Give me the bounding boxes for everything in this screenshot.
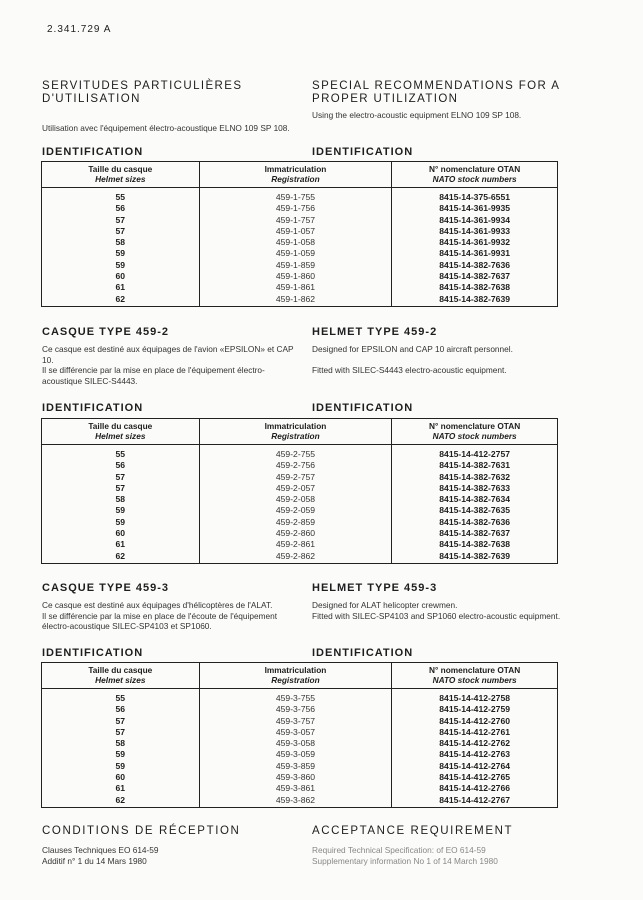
cell-nato-stock-number: 8415-14-382-7632	[392, 472, 558, 483]
identification-table-3	[41, 662, 558, 808]
cell-helmet-size: 57	[115, 214, 126, 225]
cell-helmet-size: 57	[115, 225, 126, 236]
table-row	[42, 237, 558, 248]
table-row	[42, 689, 558, 705]
cell-registration: 459-3-755	[199, 689, 392, 705]
cell-helmet-size: 59	[115, 516, 126, 527]
table-row	[42, 505, 558, 516]
cell-helmet-size: 55	[115, 693, 126, 703]
cell-registration: 459-3-861	[199, 783, 392, 794]
cell-registration: 459-3-757	[199, 716, 392, 727]
col-header-registration: Immatriculation Registration	[199, 162, 392, 188]
cell-registration: 459-3-058	[199, 738, 392, 749]
cell-registration: 459-3-059	[199, 749, 392, 760]
cell-registration: 459-3-859	[199, 761, 392, 772]
type-459-2-en	[312, 326, 580, 376]
identification-heading-fr-2: IDENTIFICATION	[42, 402, 144, 414]
cell-helmet-size: 57	[115, 726, 126, 737]
cell-helmet-size: 61	[115, 539, 126, 550]
table-row	[42, 528, 558, 539]
table-row	[42, 772, 558, 783]
cell-helmet-size: 61	[115, 783, 126, 794]
col-header-nato-stock: N° nomenclature OTAN NATO stock numbers	[392, 663, 558, 689]
cell-nato-stock-number: 8415-14-361-9935	[392, 203, 558, 214]
identification-table-1	[41, 161, 558, 307]
cell-registration: 459-2-059	[199, 505, 392, 516]
cell-helmet-size: 62	[115, 794, 126, 805]
cell-nato-stock-number: 8415-14-361-9934	[392, 215, 558, 226]
table-row	[42, 260, 558, 271]
intro-fr	[42, 80, 297, 134]
table-row	[42, 445, 558, 461]
cell-nato-stock-number: 8415-14-382-7636	[392, 517, 558, 528]
table-header-row	[42, 162, 558, 188]
cell-helmet-size: 59	[115, 760, 126, 771]
cell-helmet-size: 60	[115, 271, 126, 282]
type-459-2-fr	[42, 326, 297, 386]
cell-nato-stock-number: 8415-14-412-2766	[392, 783, 558, 794]
cell-nato-stock-number: 8415-14-412-2765	[392, 772, 558, 783]
type-459-3-fr-title: CASQUE TYPE 459-3	[42, 582, 170, 594]
table-row	[42, 282, 558, 293]
intro-en-text: Using the electro-acoustic equipment ELNO 109 SP 108.	[312, 110, 522, 120]
cell-nato-stock-number: 8415-14-382-7637	[392, 271, 558, 282]
identification-heading-en-1: IDENTIFICATION	[312, 146, 414, 158]
cell-registration: 459-1-058	[199, 237, 392, 248]
cell-registration: 459-1-757	[199, 215, 392, 226]
table-header-row	[42, 663, 558, 689]
cell-helmet-size: 58	[115, 237, 126, 248]
cell-nato-stock-number: 8415-14-412-2764	[392, 761, 558, 772]
cell-nato-stock-number: 8415-14-361-9932	[392, 237, 558, 248]
identification-heading-fr-3: IDENTIFICATION	[42, 647, 144, 659]
cell-helmet-size: 62	[115, 293, 126, 304]
cell-helmet-size: 59	[115, 505, 126, 516]
cell-registration: 459-1-059	[199, 248, 392, 259]
type-459-2-en-text: Designed for EPSILON and CAP 10 aircraft personnel. Fitted with SILEC-S4443 electro-acoustic equipment.	[312, 344, 513, 376]
cell-registration: 459-2-862	[199, 551, 392, 564]
cell-registration: 459-2-860	[199, 528, 392, 539]
intro-fr-title: SERVITUDES PARTICULIÈRES D'UTILISATION	[42, 80, 243, 105]
cell-registration: 459-2-859	[199, 517, 392, 528]
table-row	[42, 716, 558, 727]
cell-helmet-size: 60	[115, 772, 126, 783]
table-row	[42, 271, 558, 282]
cell-registration: 459-2-757	[199, 472, 392, 483]
table-row	[42, 460, 558, 471]
cell-registration: 459-3-057	[199, 727, 392, 738]
cell-helmet-size: 59	[115, 749, 126, 760]
cell-helmet-size: 58	[115, 738, 126, 749]
cell-nato-stock-number: 8415-14-412-2757	[392, 445, 558, 461]
cell-nato-stock-number: 8415-14-412-2763	[392, 749, 558, 760]
cell-helmet-size: 61	[115, 282, 126, 293]
cell-registration: 459-1-859	[199, 260, 392, 271]
document-number: 2.341.729 A	[47, 24, 112, 35]
table-row	[42, 494, 558, 505]
cell-registration: 459-1-756	[199, 203, 392, 214]
reception-en	[312, 825, 580, 866]
cell-nato-stock-number: 8415-14-412-2762	[392, 738, 558, 749]
table-row	[42, 539, 558, 550]
cell-helmet-size: 62	[115, 550, 126, 561]
reception-fr-text: Clauses Techniques EO 614-59 Additif n° 1 du 14 Mars 1980	[42, 845, 159, 866]
table-row	[42, 704, 558, 715]
cell-registration: 459-2-756	[199, 460, 392, 471]
cell-nato-stock-number: 8415-14-412-2758	[392, 689, 558, 705]
identification-heading-fr-1: IDENTIFICATION	[42, 146, 144, 158]
cell-nato-stock-number: 8415-14-382-7638	[392, 282, 558, 293]
col-header-registration: Immatriculation Registration	[199, 419, 392, 445]
table-row	[42, 783, 558, 794]
cell-registration: 459-2-755	[199, 445, 392, 461]
table-body	[42, 188, 558, 307]
table-row	[42, 483, 558, 494]
table-row	[42, 517, 558, 528]
table-row	[42, 738, 558, 749]
cell-nato-stock-number: 8415-14-412-2761	[392, 727, 558, 738]
type-459-3-fr-text: Ce casque est destiné aux équipages d'hélicoptères de l'ALAT. Il se différencie par la mise en place de l'écoute de l'équipement électro-acoustique SILEC-SP4103 et SP1060.	[42, 600, 278, 632]
table-body	[42, 445, 558, 564]
cell-registration: 459-3-862	[199, 795, 392, 808]
cell-nato-stock-number: 8415-14-361-9933	[392, 226, 558, 237]
cell-nato-stock-number: 8415-14-382-7636	[392, 260, 558, 271]
intro-fr-text: Utilisation avec l'équipement électro-acoustique ELNO 109 SP 108.	[42, 123, 290, 133]
cell-registration: 459-2-057	[199, 483, 392, 494]
cell-helmet-size: 55	[115, 192, 126, 202]
cell-registration: 459-1-862	[199, 294, 392, 307]
table-row	[42, 761, 558, 772]
cell-helmet-size: 56	[115, 460, 126, 471]
cell-registration: 459-1-861	[199, 282, 392, 293]
reception-en-title: ACCEPTANCE REQUIREMENT	[312, 825, 514, 837]
cell-registration: 459-1-755	[199, 188, 392, 204]
cell-nato-stock-number: 8415-14-375-6551	[392, 188, 558, 204]
cell-helmet-size: 57	[115, 482, 126, 493]
cell-nato-stock-number: 8415-14-382-7631	[392, 460, 558, 471]
reception-fr-title: CONDITIONS DE RÉCEPTION	[42, 825, 241, 837]
cell-nato-stock-number: 8415-14-361-9931	[392, 248, 558, 259]
cell-helmet-size: 58	[115, 494, 126, 505]
cell-helmet-size: 57	[115, 471, 126, 482]
table-row	[42, 551, 558, 564]
type-459-2-fr-title: CASQUE TYPE 459-2	[42, 326, 170, 338]
cell-nato-stock-number: 8415-14-382-7634	[392, 494, 558, 505]
type-459-3-en-text: Designed for ALAT helicopter crewmen. Fitted with SILEC-SP4103 and SP1060 electro-acoustic equipment.	[312, 600, 561, 621]
table-row	[42, 795, 558, 808]
table-row	[42, 472, 558, 483]
type-459-3-en-title: HELMET TYPE 459-3	[312, 582, 438, 594]
table-row	[42, 727, 558, 738]
cell-registration: 459-3-756	[199, 704, 392, 715]
cell-registration: 459-2-861	[199, 539, 392, 550]
table-row	[42, 749, 558, 760]
col-header-size: Taille du casque Helmet sizes	[42, 663, 200, 689]
type-459-2-fr-text: Ce casque est destiné aux équipages de l'avion «EPSILON» et CAP 10. Il se différencie par la mise en place de l'équipement électro-acoustique SILEC-S4443.	[42, 344, 294, 386]
reception-en-text: Required Technical Specification: of EO 614-59 Supplementary information No 1 of 14 March 1980	[312, 845, 498, 866]
cell-helmet-size: 56	[115, 203, 126, 214]
cell-registration: 459-2-058	[199, 494, 392, 505]
cell-helmet-size: 56	[115, 704, 126, 715]
col-header-nato-stock: N° nomenclature OTAN NATO stock numbers	[392, 419, 558, 445]
identification-table-2	[41, 418, 558, 564]
col-header-nato-stock: N° nomenclature OTAN NATO stock numbers	[392, 162, 558, 188]
table-row	[42, 226, 558, 237]
reception-fr	[42, 825, 297, 866]
identification-heading-en-3: IDENTIFICATION	[312, 647, 414, 659]
cell-helmet-size: 55	[115, 449, 126, 459]
cell-registration: 459-3-860	[199, 772, 392, 783]
cell-nato-stock-number: 8415-14-412-2759	[392, 704, 558, 715]
cell-nato-stock-number: 8415-14-382-7639	[392, 294, 558, 307]
identification-heading-en-2: IDENTIFICATION	[312, 402, 414, 414]
table-row	[42, 203, 558, 214]
type-459-3-en	[312, 582, 580, 621]
col-header-size: Taille du casque Helmet sizes	[42, 419, 200, 445]
cell-helmet-size: 59	[115, 248, 126, 259]
cell-registration: 459-1-057	[199, 226, 392, 237]
table-row	[42, 248, 558, 259]
cell-nato-stock-number: 8415-14-382-7633	[392, 483, 558, 494]
table-body	[42, 689, 558, 808]
table-row	[42, 215, 558, 226]
cell-helmet-size: 59	[115, 259, 126, 270]
cell-registration: 459-1-860	[199, 271, 392, 282]
table-header-row	[42, 419, 558, 445]
cell-helmet-size: 57	[115, 715, 126, 726]
cell-nato-stock-number: 8415-14-382-7635	[392, 505, 558, 516]
cell-nato-stock-number: 8415-14-412-2760	[392, 716, 558, 727]
cell-nato-stock-number: 8415-14-382-7638	[392, 539, 558, 550]
type-459-2-en-title: HELMET TYPE 459-2	[312, 326, 438, 338]
col-header-size: Taille du casque Helmet sizes	[42, 162, 200, 188]
col-header-registration: Immatriculation Registration	[199, 663, 392, 689]
cell-nato-stock-number: 8415-14-382-7637	[392, 528, 558, 539]
cell-nato-stock-number: 8415-14-412-2767	[392, 795, 558, 808]
type-459-3-fr	[42, 582, 297, 632]
cell-nato-stock-number: 8415-14-382-7639	[392, 551, 558, 564]
intro-en-title: SPECIAL RECOMMENDATIONS FOR A PROPER UTILIZATION	[312, 80, 560, 105]
cell-helmet-size: 60	[115, 528, 126, 539]
table-row	[42, 294, 558, 307]
intro-en	[312, 80, 580, 121]
table-row	[42, 188, 558, 204]
